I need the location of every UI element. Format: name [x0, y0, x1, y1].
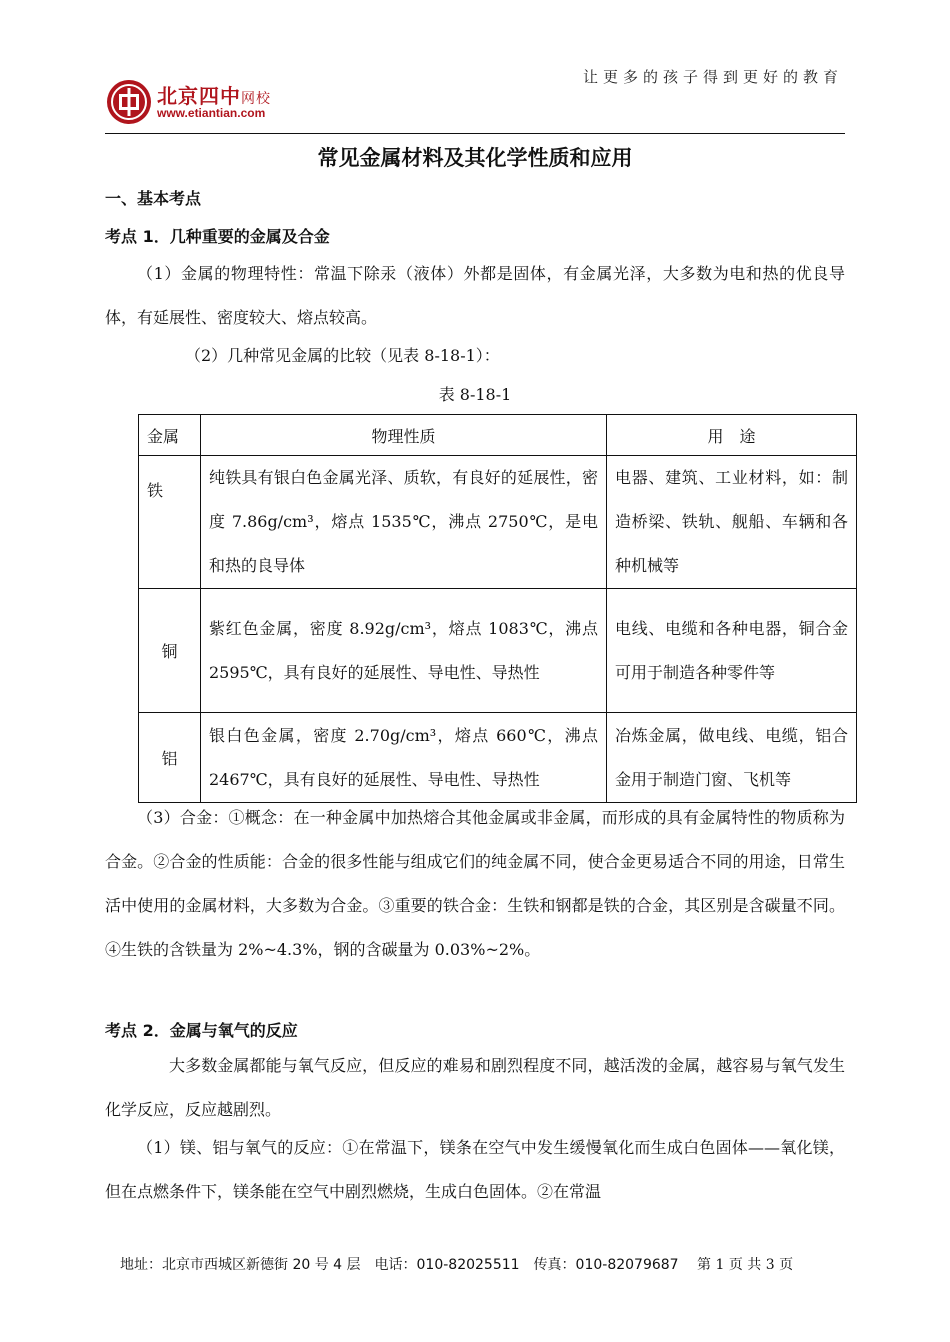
- point1-paragraph-2: （2）几种常见金属的比较（见表 8-18-1）：: [185, 346, 500, 365]
- table-row: [139, 589, 857, 713]
- point2-paragraph-2: （1）镁、铝与氧气的反应：①在常温下，镁条在空气中发生缓慢氧化而生成白色固体——氧化镁，但在点燃条件下，镁条能在空气中剧烈燃烧，生成白色固体。②在常温: [105, 1138, 845, 1201]
- header-divider: [105, 133, 845, 134]
- table-cell-uses: 冶炼金属，做电线、电缆，铝合金用于制造门窗、飞机等: [615, 725, 848, 789]
- logo-url: www.etiantian.com: [157, 106, 266, 120]
- page-number: 第 1 页 共 3 页: [697, 1257, 794, 1273]
- table-header-uses: 用 途: [607, 415, 857, 456]
- point1-heading: 考点 1．几种重要的金属及合金: [105, 227, 330, 246]
- table-cell-properties: 银白色金属，密度 2.70g/cm³，熔点 660℃，沸点 2467℃，具有良好的延展性、导电性、导热性: [209, 725, 598, 789]
- point1-paragraph-1: （1）金属的物理特性：常温下除汞（液体）外都是固体，有金属光泽，大多数为电和热的优良导体，有延展性、密度较大、熔点较高。: [105, 264, 845, 327]
- logo-title: [157, 80, 271, 109]
- table-row: [139, 713, 857, 803]
- table-caption: 表 8-18-1: [438, 385, 512, 404]
- logo-title-sub: 网校: [241, 91, 271, 107]
- table-cell-metal: 铁: [139, 456, 201, 589]
- document-title: 常见金属材料及其化学性质和应用: [317, 146, 633, 170]
- table-cell-uses: 电线、电缆和各种电器，铜合金可用于制造各种零件等: [615, 618, 848, 682]
- point2-heading: 考点 2．金属与氧气的反应: [105, 1021, 298, 1040]
- table-header-metal: 金属: [139, 415, 201, 456]
- page-header: [105, 60, 845, 135]
- point2-paragraph-1: 大多数金属都能与氧气反应，但反应的难易和剧烈程度不同，越活泼的金属，越容易与氧气发生化学反应，反应越剧烈。: [105, 1056, 845, 1119]
- table-cell-uses: 电器、建筑、工业材料，如：制造桥梁、铁轨、舰船、车辆和各种机械等: [615, 468, 848, 575]
- table-cell-metal: 铝: [139, 713, 201, 803]
- table-header-row: [139, 415, 857, 456]
- footer-contact: 地址：北京市西城区新德街 20 号 4 层 电话：010-82025511 传真：010-82079687: [120, 1257, 679, 1273]
- table-cell-metal: 铜: [139, 589, 201, 713]
- alloy-paragraph: （3）合金：①概念：在一种金属中加热熔合其他金属或非金属，而形成的具有金属特性的物质称为合金。②合金的性质能：合金的很多性能与组成它们的纯金属不同，使合金更易适合不同的用途，日常生活中使用的金属材料，大多数为合金。③重要的铁合金：生铁和钢都是铁的合金，其区别是含碳量不同。④生铁的含铁量为 2%~4.3%，钢的含碳量为 0.03%~2%。: [105, 808, 845, 959]
- school-logo[interactable]: [105, 78, 305, 130]
- table-header-properties: 物理性质: [201, 415, 607, 456]
- page-footer: [120, 1254, 793, 1274]
- header-slogan: 让更多的孩子得到更好的教育: [582, 68, 843, 86]
- section-heading: 一、基本考点: [105, 189, 202, 208]
- table-cell-properties: 紫红色金属，密度 8.92g/cm³，熔点 1083℃，沸点 2595℃，具有良好的延展性、导电性、导热性: [209, 618, 598, 682]
- logo-title-main: 北京四中: [157, 84, 241, 108]
- metal-comparison-table: [138, 414, 857, 803]
- table-row: [139, 456, 857, 589]
- table-cell-properties: 纯铁具有银白色金属光泽、质软，有良好的延展性，密度 7.86g/cm³，熔点 1535℃，沸点 2750℃，是电和热的良导体: [209, 468, 598, 575]
- seal-icon: [105, 78, 153, 126]
